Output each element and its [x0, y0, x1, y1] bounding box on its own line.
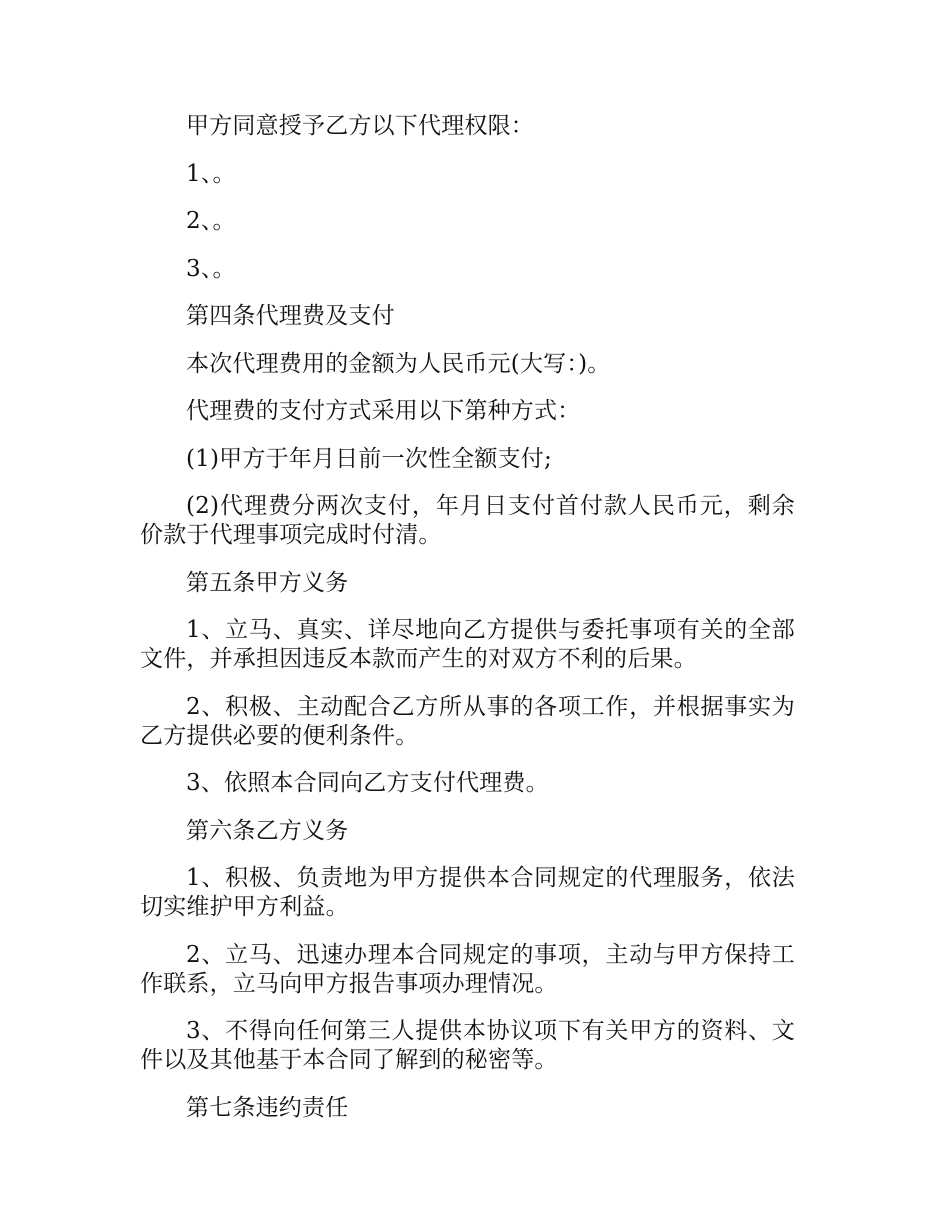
fee-amount-paragraph: 本次代理费用的金额为人民币元(大写：)。 — [186, 350, 611, 377]
party-b-duty-1: 1、积极、负责地为甲方提供本合同规定的代理服务，依法切实维护甲方利益。 — [140, 865, 795, 920]
party-a-duty-3: 3、依照本合同向乙方支付代理费。 — [186, 770, 549, 796]
document-page — [140, 112, 795, 1141]
fee-option-2: (2)代理费分两次支付，年月日支付首付款人民币元，剩余价款于代理事项完成时付清。 — [140, 493, 795, 548]
fee-option-1: (1)甲方于年月日前一次性全额支付; — [186, 445, 552, 472]
grant-item-2: 2、。 — [186, 208, 236, 234]
article-4-heading: 第四条代理费及支付 — [186, 303, 395, 329]
article-6-heading: 第六条乙方义务 — [186, 817, 349, 844]
article-5-heading: 第五条甲方义务 — [186, 569, 349, 596]
grant-item-3: 3、。 — [186, 255, 236, 282]
party-b-duty-3: 3、不得向任何第三人提供本协议项下有关甲方的资料、文件以及其他基于本合同了解到的秘密等。 — [140, 1018, 795, 1073]
grant-item-1: 1、。 — [186, 160, 236, 187]
party-b-duty-2: 2、立马、迅速办理本合同规定的事项，主动与甲方保持工作联系，立马向甲方报告事项办理情况。 — [140, 941, 795, 997]
article-7-heading: 第七条违约责任 — [186, 1094, 349, 1121]
grant-intro-paragraph: 甲方同意授予乙方以下代理权限： — [186, 113, 534, 139]
fee-method-paragraph: 代理费的支付方式采用以下第种方式： — [186, 398, 581, 424]
party-a-duty-2: 2、积极、主动配合乙方所从事的各项工作，并根据事实为乙方提供必要的便利条件。 — [140, 693, 795, 749]
party-a-duty-1: 1、立马、真实、详尽地向乙方提供与委托事项有关的全部文件，并承担因违反本款而产生的对双方不利的后果。 — [140, 617, 795, 672]
